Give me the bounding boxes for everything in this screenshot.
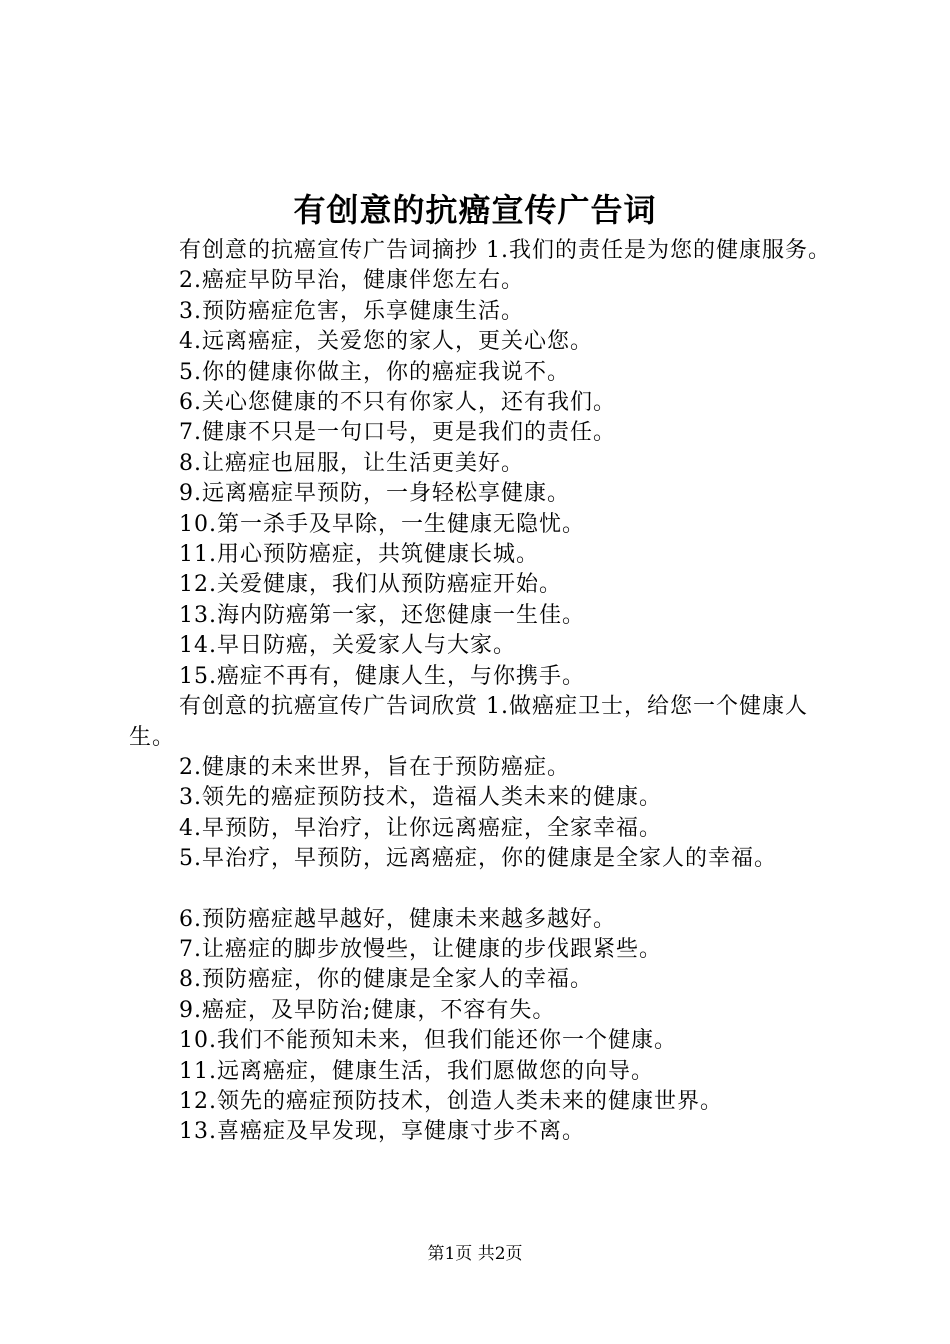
list-item: 7.让癌症的脚步放慢些，让健康的步伐跟紧些。 (179, 936, 662, 962)
list-item: 10.第一杀手及早除，一生健康无隐忧。 (179, 511, 585, 537)
list-item: 15.癌症不再有，健康人生，与你携手。 (179, 663, 585, 689)
list-item: 8.让癌症也屈服，让生活更美好。 (179, 450, 524, 476)
section2-list-b (129, 905, 839, 1148)
list-item: 12.领先的癌症预防技术，创造人类未来的健康世界。 (179, 1088, 723, 1114)
list-item: 5.你的健康你做主，你的癌症我说不。 (179, 359, 570, 385)
list-item: 14.早日防癌，关爱家人与大家。 (179, 633, 516, 659)
list-item: 3.预防癌症危害，乐享健康生活。 (179, 298, 524, 324)
list-item: 9.远离癌症早预防，一身轻松享健康。 (179, 481, 570, 507)
list-item: 3.领先的癌症预防技术，造福人类未来的健康。 (179, 785, 662, 811)
list-item: 13.海内防癌第一家，还您健康一生佳。 (179, 602, 585, 628)
section2-list-a (129, 753, 839, 875)
section2-intro: 有创意的抗癌宣传广告词欣赏 1.做癌症卫士，给您一个健康人生。 (129, 694, 808, 750)
list-item: 11.远离癌症，健康生活，我们愿做您的向导。 (179, 1058, 654, 1084)
document-body (129, 236, 839, 1148)
document-title: 有创意的抗癌宣传广告词 (293, 191, 657, 229)
list-item: 7.健康不只是一句口号，更是我们的责任。 (179, 420, 616, 446)
list-item: 8.预防癌症，你的健康是全家人的幸福。 (179, 967, 593, 993)
list-item: 12.关爱健康，我们从预防癌症开始。 (179, 572, 562, 598)
list-item: 5.早治疗，早预防，远离癌症，你的健康是全家人的幸福。 (179, 846, 777, 872)
page-footer: 第1页 共2页 (427, 1244, 523, 1264)
list-item: 11.用心预防癌症，共筑健康长城。 (179, 542, 539, 568)
list-item: 2.健康的未来世界，旨在于预防癌症。 (179, 754, 570, 780)
list-item: 4.早预防，早治疗，让你远离癌症，全家幸福。 (179, 815, 662, 841)
section1-intro: 有创意的抗癌宣传广告词摘抄 1.我们的责任是为您的健康服务。 (179, 238, 831, 263)
list-item: 9.癌症，及早防治;健康，不容有失。 (179, 997, 556, 1023)
paragraph-gap (129, 875, 839, 905)
list-item: 6.关心您健康的不只有你家人，还有我们。 (179, 390, 616, 416)
list-item: 6.预防癌症越早越好，健康未来越多越好。 (179, 906, 616, 932)
list-item: 2.癌症早防早治，健康伴您左右。 (179, 268, 524, 294)
section1-list (129, 266, 839, 692)
list-item: 10.我们不能预知未来，但我们能还你一个健康。 (179, 1028, 677, 1054)
list-item: 4.远离癌症，关爱您的家人，更关心您。 (179, 329, 593, 355)
list-item: 13.喜癌症及早发现，享健康寸步不离。 (179, 1119, 585, 1145)
